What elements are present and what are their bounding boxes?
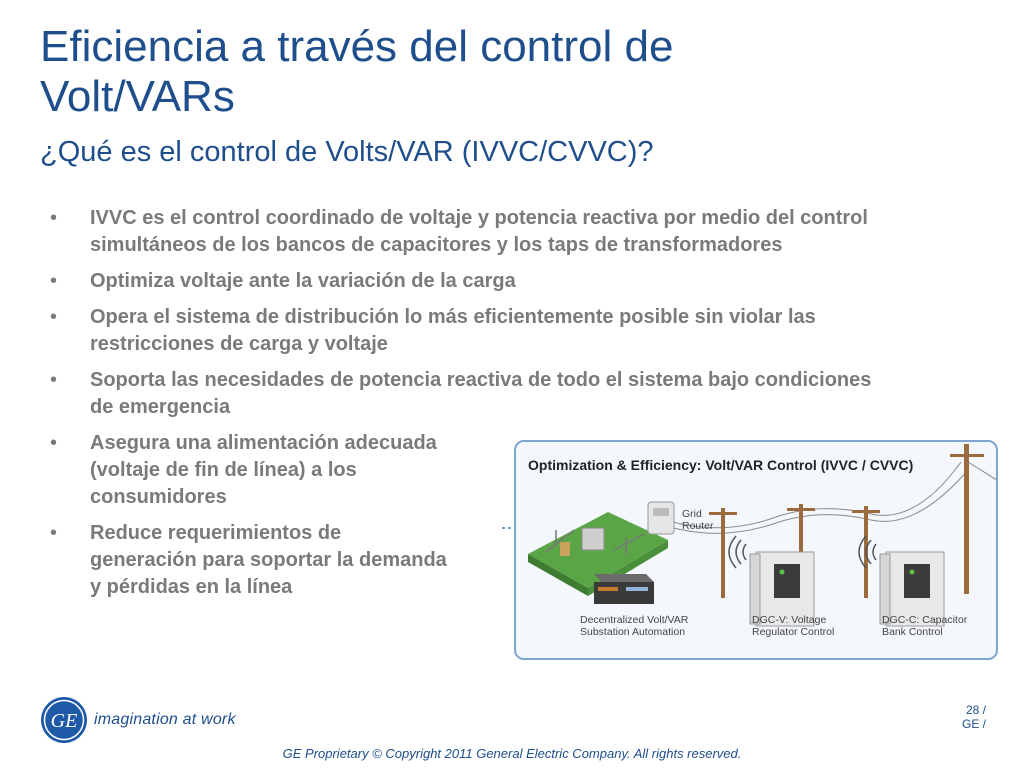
ge-logo-icon [40,696,88,744]
slide-title [40,22,673,122]
bullet-item [50,367,990,421]
bullet-item [50,205,990,259]
wireless-signal-icon [729,536,746,568]
label-line: DGC-C: Capacitor [882,614,968,626]
page-number [962,703,986,731]
bullet-text: simultáneos de los bancos de capacitores y los taps de transformadores [90,234,783,256]
bullet-text: Opera el sistema de distribución lo más eficientemente posible sin violar las [90,306,816,328]
slide-subtitle: ¿Qué es el control de Volts/VAR (IVVC/CVVC)? [40,136,654,168]
bullet-marker: • [50,369,58,391]
bullet-text: Soporta las necesidades de potencia reactiva de todo el sistema bajo condiciones [90,369,872,391]
bullet-text: generación para soportar la demanda [90,549,447,571]
volt-var-diagram [514,440,998,660]
bullet-text: restricciones de carga y voltaje [90,333,388,355]
bullet-text: Optimiza voltaje ante la variación de la carga [90,270,516,292]
bullet-item [50,304,990,358]
page-label: GE / [961,717,986,731]
label-line: Router [682,520,714,532]
bullet-text: Reduce requerimientos de [90,522,342,544]
bullet-text: (voltaje de fin de línea) a los [90,459,357,481]
bullet-text: y pérdidas en la línea [90,576,293,598]
bullet-item [50,268,990,295]
bullet-text: de emergencia [90,396,231,418]
dgc-c-label [882,614,967,638]
bullet-marker: • [50,270,58,292]
bullet-text: Asegura una alimentación adecuada [90,432,437,454]
title-line-2: Volt/VARs [40,72,235,121]
bullet-text: consumidores [90,486,227,508]
label-line: Bank Control [882,626,943,638]
label-line: Regulator Control [752,626,835,638]
substation-automation-icon [594,574,654,604]
bullet-marker: • [50,522,58,544]
dgc-v-label [752,614,834,638]
substation-label [580,614,688,638]
bullet-marker: • [50,207,58,229]
label-line: Substation Automation [580,626,686,638]
label-line: DGC-V: Voltage [752,614,827,626]
bullet-marker: • [50,306,58,328]
grid-router-icon [648,502,674,534]
bullet-item [50,520,500,601]
diagram-title: Optimization & Efficiency: Volt/VAR Control (IVVC / CVVC) [528,457,914,473]
label-line: Grid [682,508,702,520]
tagline: imagination at work [94,711,236,728]
bullet-marker: • [50,432,58,454]
page-number-value: 28 / [965,703,986,717]
grid-router-label [682,508,714,532]
copyright-footer: GE Proprietary © Copyright 2011 General Electric Company. All rights reserved. [282,746,742,761]
label-line: Decentralized Volt/VAR [580,614,689,626]
utility-pole-icon [950,444,984,594]
svg-text:GE: GE [50,710,78,732]
bullet-text: IVVC es el control coordinado de voltaje y potencia reactiva por medio del control [90,207,868,229]
bullet-item [50,430,500,511]
title-line-1: Eficiencia a través del control de [40,22,674,71]
